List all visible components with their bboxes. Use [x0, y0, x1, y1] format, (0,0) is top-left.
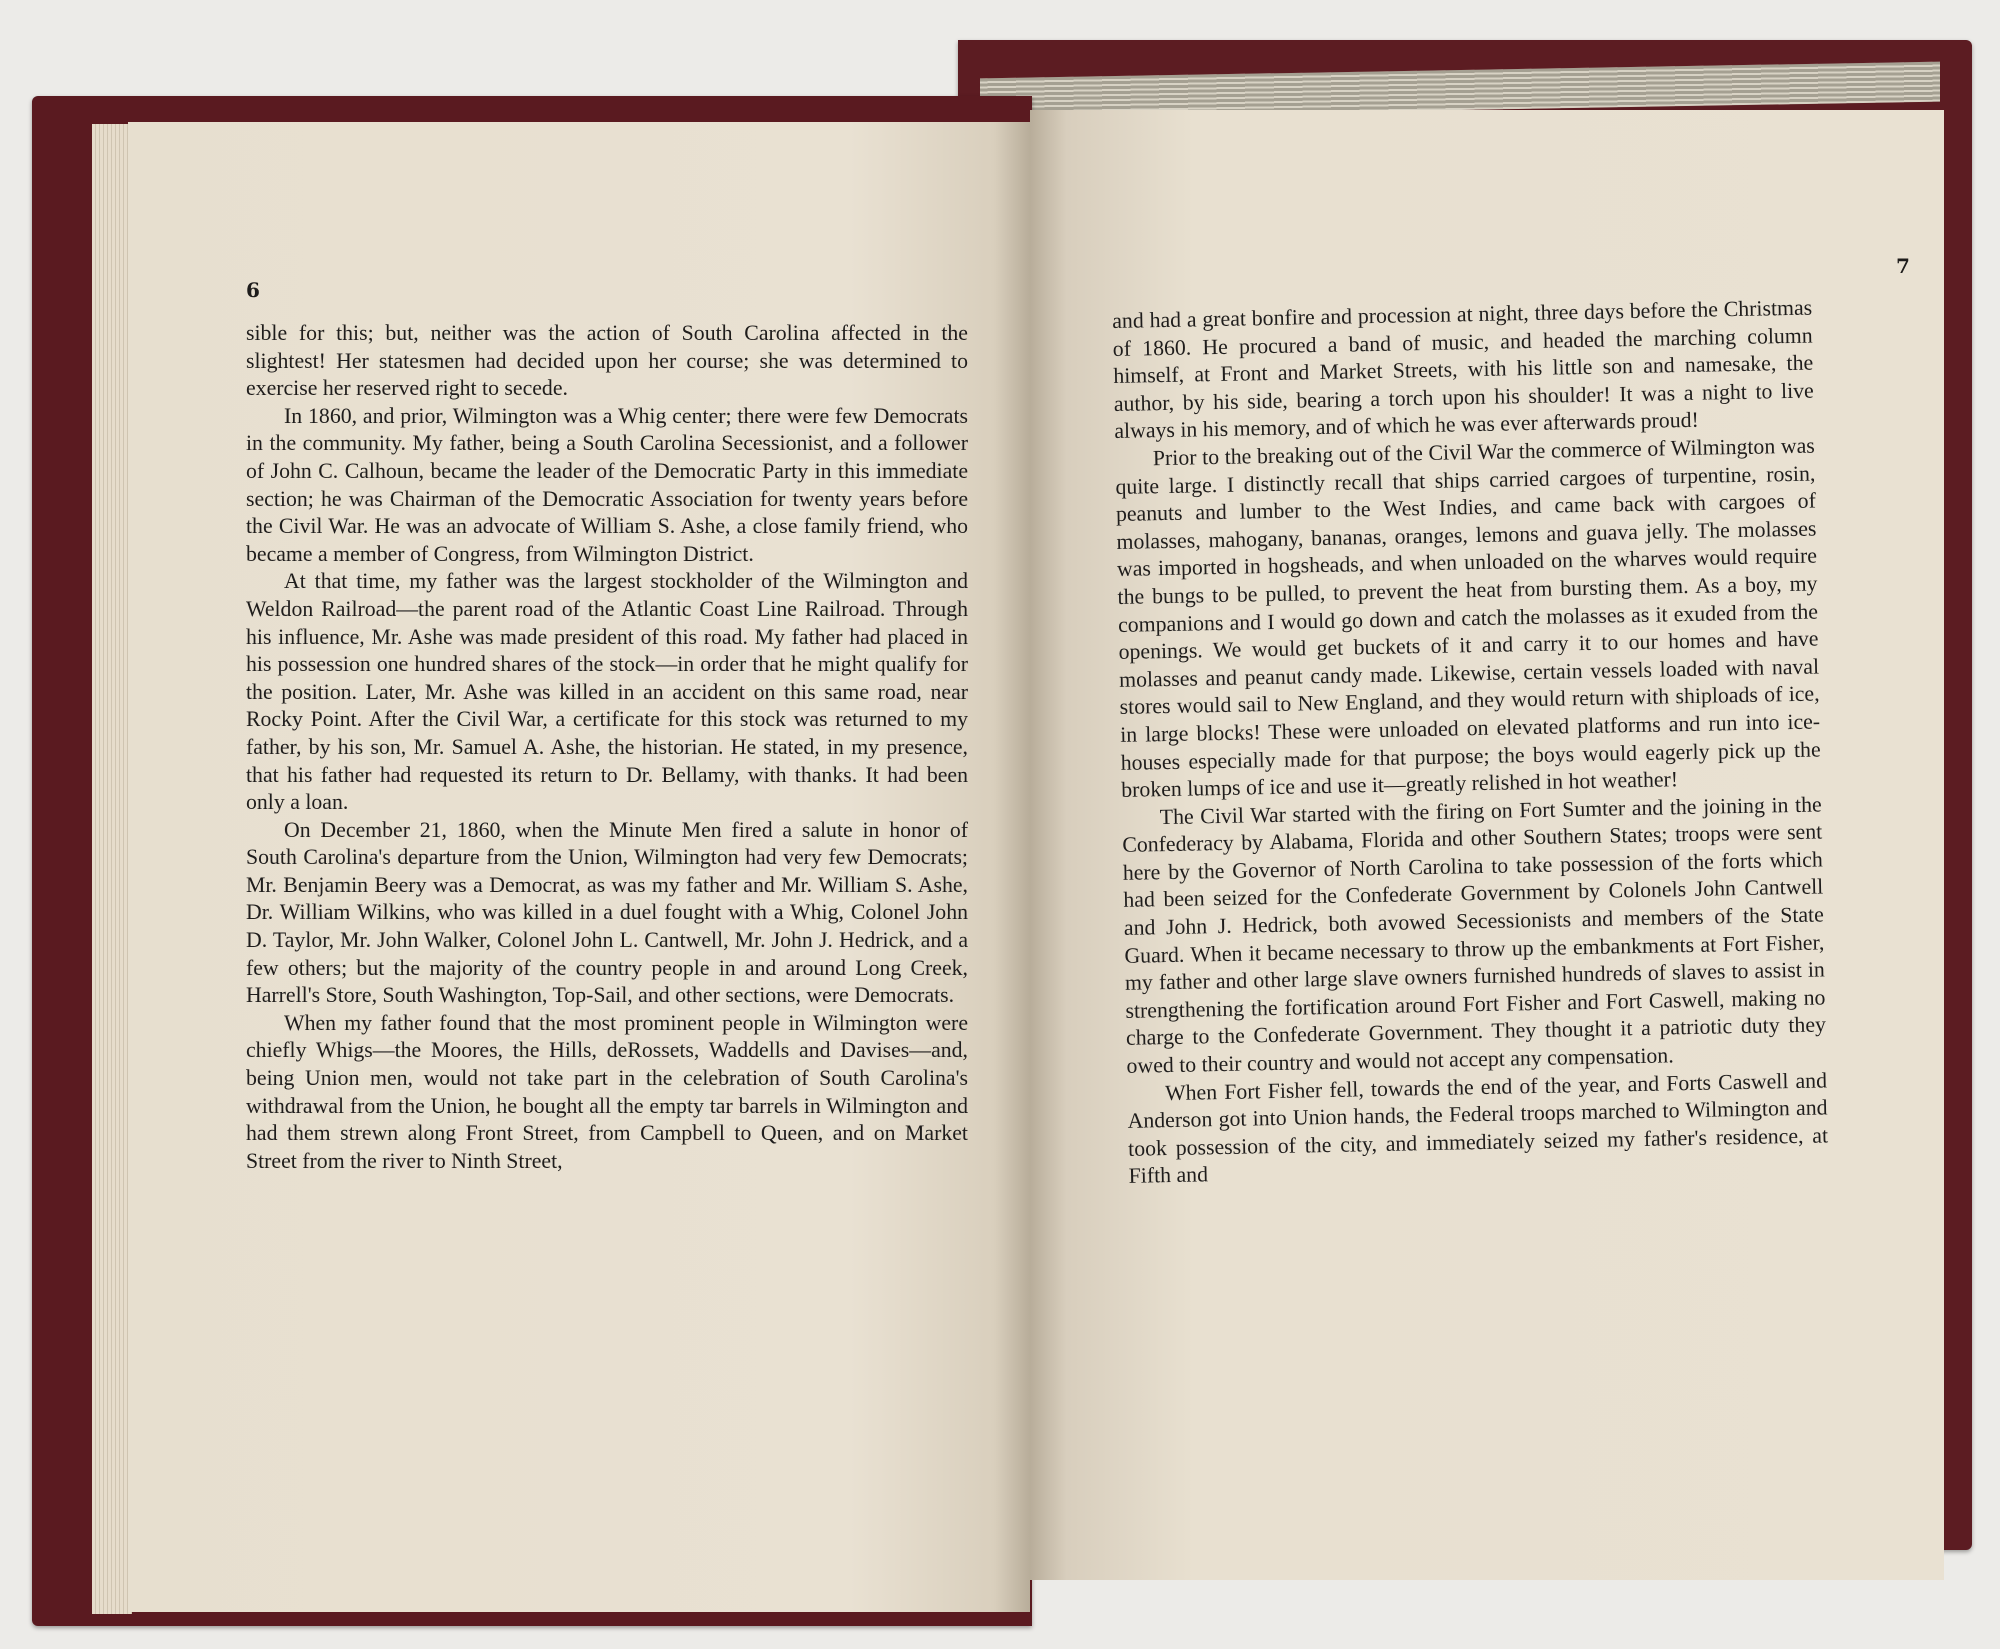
left-page-text	[246, 320, 968, 1175]
paragraph: On December 21, 1860, when the Minute Men fired a salute in honor of South Carolina's departure from the Union, Wilmington had very few Democrats; Mr. Benjamin Beery was a Democrat, as was my father and Mr. William S. Ashe, Dr. William Wilkins, who was killed in a duel fought with a Whig, Colonel John D. Taylor, Mr. John Walker, Colonel John L. Cantwell, Mr. John J. Hedrick, and a few others; but the majority of the country people in and around Long Creek, Harrell's Store, South Washington, Top-Sail, and other sections, were Democrats.	[246, 817, 968, 1008]
paragraph: When Fort Fisher fell, towards the end of the year, and Forts Caswell and Anderson got into Union hands, the Federal troops marched to Wilmington and took possession of the city, and immediately seized my father's residence, at Fifth and	[1127, 1068, 1829, 1189]
paragraph: and had a great bonfire and procession at night, three days before the Christmas of 1860. He procured a band of music, and headed the marching column himself, at Front and Market Streets, with his little son and namesake, the author, by his side, bearing a torch upon his shoulder! It was a night to live always in his memory, and of which he was ever afterwards proud!	[1112, 295, 1814, 444]
page-number-right: 7	[1896, 254, 1910, 278]
paragraph: In 1860, and prior, Wilmington was a Whig center; there were few Democrats in the community. My father, being a South Carolina Secessionist, and a follower of John C. Calhoun, became the leader of the Democratic Party in this immediate section; he was Chairman of the Democratic Association for twenty years before the Civil War. He was an advocate of William S. Ashe, a close family friend, who became a member of Congress, from Wilmington District.	[246, 403, 968, 566]
left-page	[128, 122, 1030, 1612]
paragraph: sible for this; but, neither was the action of South Carolina affected in the slightest! Her statesmen had decided upon her course; she was determined to exercise her reserved right to secede.	[246, 321, 968, 401]
paragraph: Prior to the breaking out of the Civil War the commerce of Wilmington was quite large. I distinctly recall that ships carried cargoes of turpentine, rosin, peanuts and lumber to the West Indies, and came back with cargoes of molasses, mahogany, bananas, oranges, lemons and guava jelly. The molasses was imported in hogsheads, and when unloaded on the wharves would require the bungs to be pulled, to prevent the heat from bursting them. As a boy, my companions and I would go down and catch the molasses as it exuded from the openings. We would get buckets of it and carry it to our homes and have molasses and peanut candy made. Likewise, certain vessels loaded with naval stores would sail to New England, and they would return with shiploads of ice, in large blocks! These were unloaded on elevated platforms and run into ice-houses especially made for that purpose; the boys would eagerly pick up the broken lumps of ice and use it—greatly relished in hot weather!	[1115, 433, 1821, 803]
page-number-left: 6	[246, 278, 260, 302]
page-edges-left	[92, 124, 132, 1614]
paragraph: At that time, my father was the largest stockholder of the Wilmington and Weldon Railroad—the parent road of the Atlantic Coast Line Railroad. Through his influence, Mr. Ashe was made president of this road. My father had placed in his possession one hundred shares of the stock—in order that he might qualify for the position. Later, Mr. Ashe was killed in an accident on this same road, near Rocky Point. After the Civil War, a certificate for this stock was returned to my father, by his son, Mr. Samuel A. Ashe, the historian. He stated, in my presence, that his father had requested its return to Dr. Bellamy, with thanks. It had been only a loan.	[246, 569, 968, 815]
paragraph: When my father found that the most prominent people in Wilmington were chiefly Whigs—the Moores, the Hills, deRossets, Waddells and Davises—and, being Union men, would not take part in the celebration of South Carolina's withdrawal from the Union, he bought all the empty tar barrels in Wilmington and had them strewn along Front Street, from Campbell to Queen, and on Market Street from the river to Ninth Street,	[246, 1010, 968, 1173]
paragraph: The Civil War started with the firing on Fort Sumter and the joining in the Confederacy by Alabama, Florida and other Southern States; troops were sent here by the Governor of North Carolina to take possession of the forts which had been seized for the Confederate Government by Colonels John Cantwell and John J. Hedrick, both avowed Secessionists and members of the State Guard. When it became necessary to throw up the embankments at Fort Fisher, my father and other large slave owners furnished hundreds of slaves to assist in strengthening the fortification around Fort Fisher and Fort Caswell, making no charge to the Confederate Government. They thought it a patriotic duty they owed to their country and would not accept any compensation.	[1122, 792, 1827, 1078]
right-page	[1030, 110, 1944, 1580]
right-page-text	[1112, 295, 1829, 1191]
